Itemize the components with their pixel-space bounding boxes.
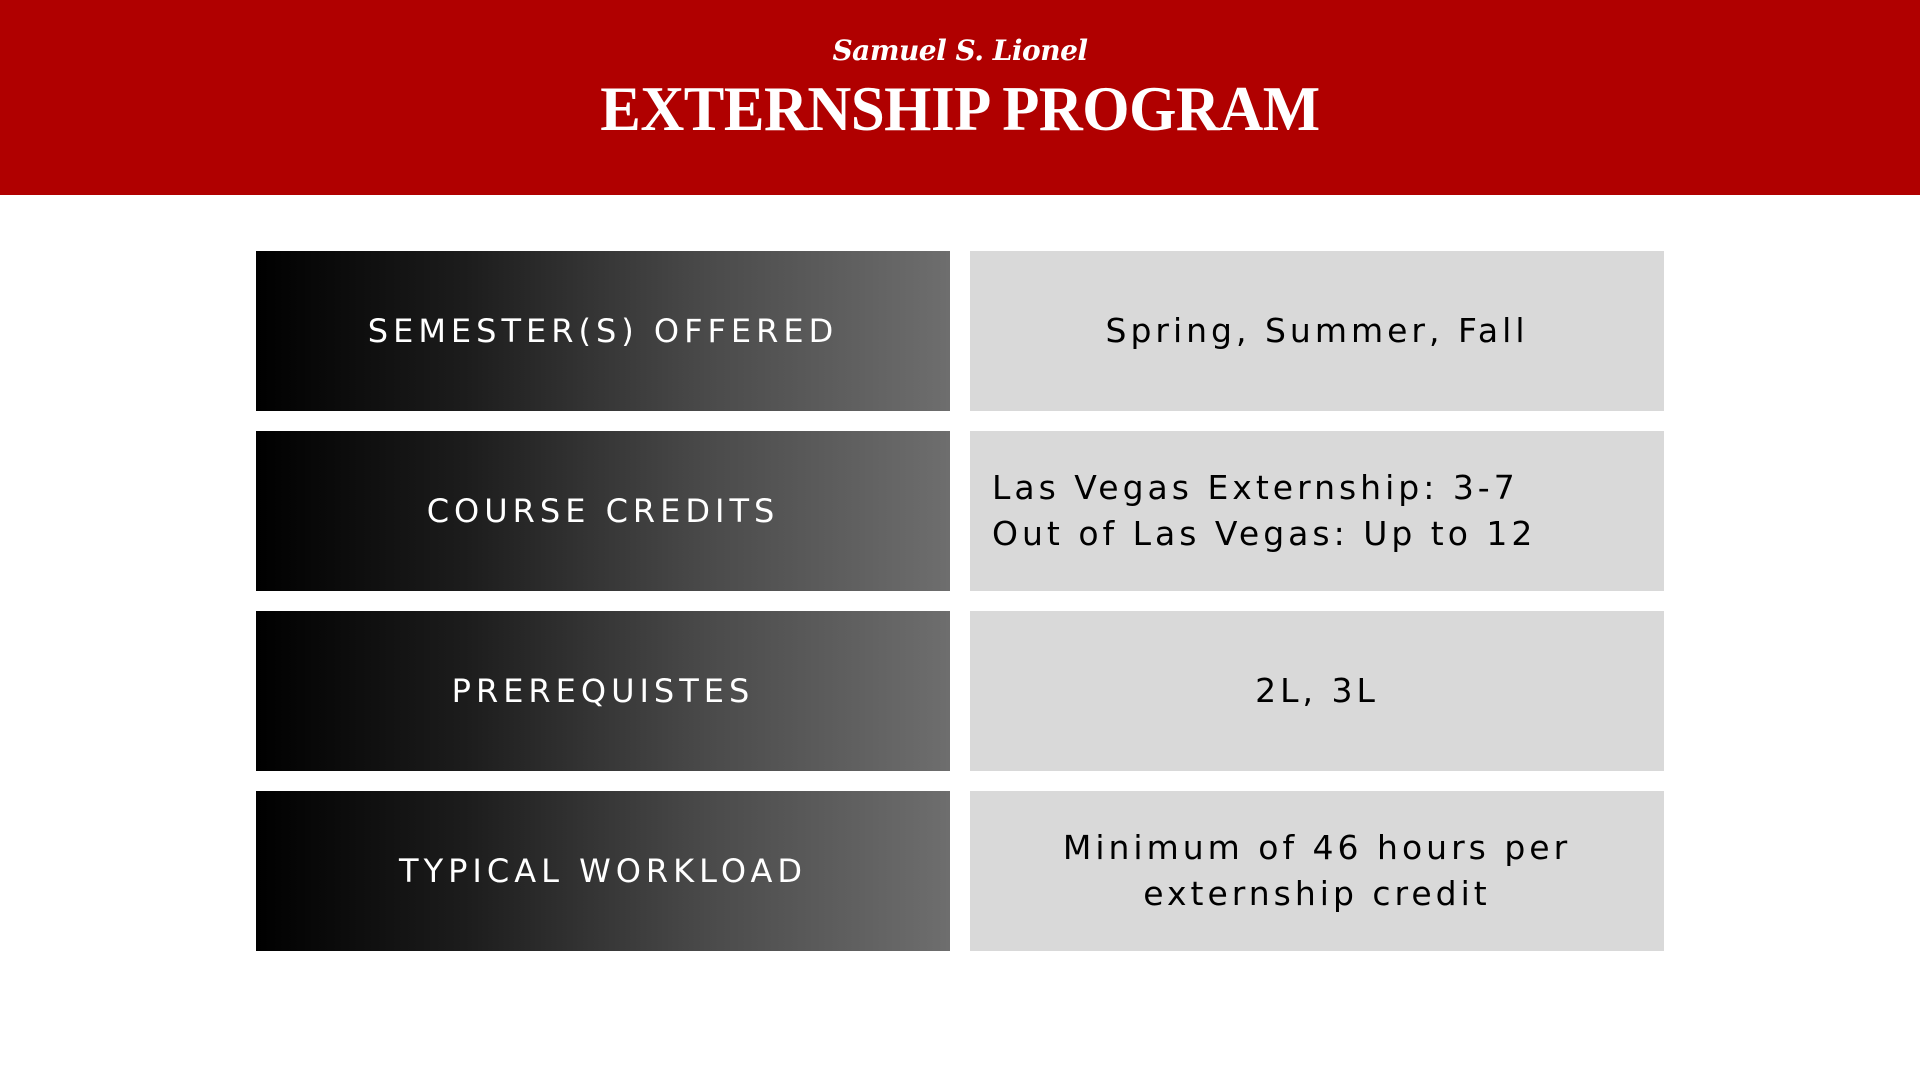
row-value <box>970 251 1664 411</box>
row-value <box>970 791 1664 951</box>
row-value <box>970 431 1664 591</box>
table-row-course-credits <box>256 431 1664 591</box>
value-line: externship credit <box>1143 874 1491 913</box>
table-row-prerequisites <box>256 611 1664 771</box>
value-line: Out of Las Vegas: Up to 12 <box>992 514 1537 553</box>
table-row-typical-workload <box>256 791 1664 951</box>
page-title: EXTERNSHIP PROGRAM <box>600 73 1320 144</box>
table-row-semesters <box>256 251 1664 411</box>
row-label: TYPICAL WORKLOAD <box>256 791 950 951</box>
header-banner <box>0 0 1920 195</box>
header-subtitle: Samuel S. Lionel <box>832 34 1088 67</box>
value-line: Spring, Summer, Fall <box>1105 311 1529 350</box>
value-line: Minimum of 46 hours per <box>1062 828 1572 867</box>
value-line: 2L, 3L <box>1255 671 1379 710</box>
row-label: SEMESTER(S) OFFERED <box>256 251 950 411</box>
row-value <box>970 611 1664 771</box>
value-line: Las Vegas Externship: 3-7 <box>992 468 1519 507</box>
row-label: COURSE CREDITS <box>256 431 950 591</box>
row-label: PREREQUISTES <box>256 611 950 771</box>
